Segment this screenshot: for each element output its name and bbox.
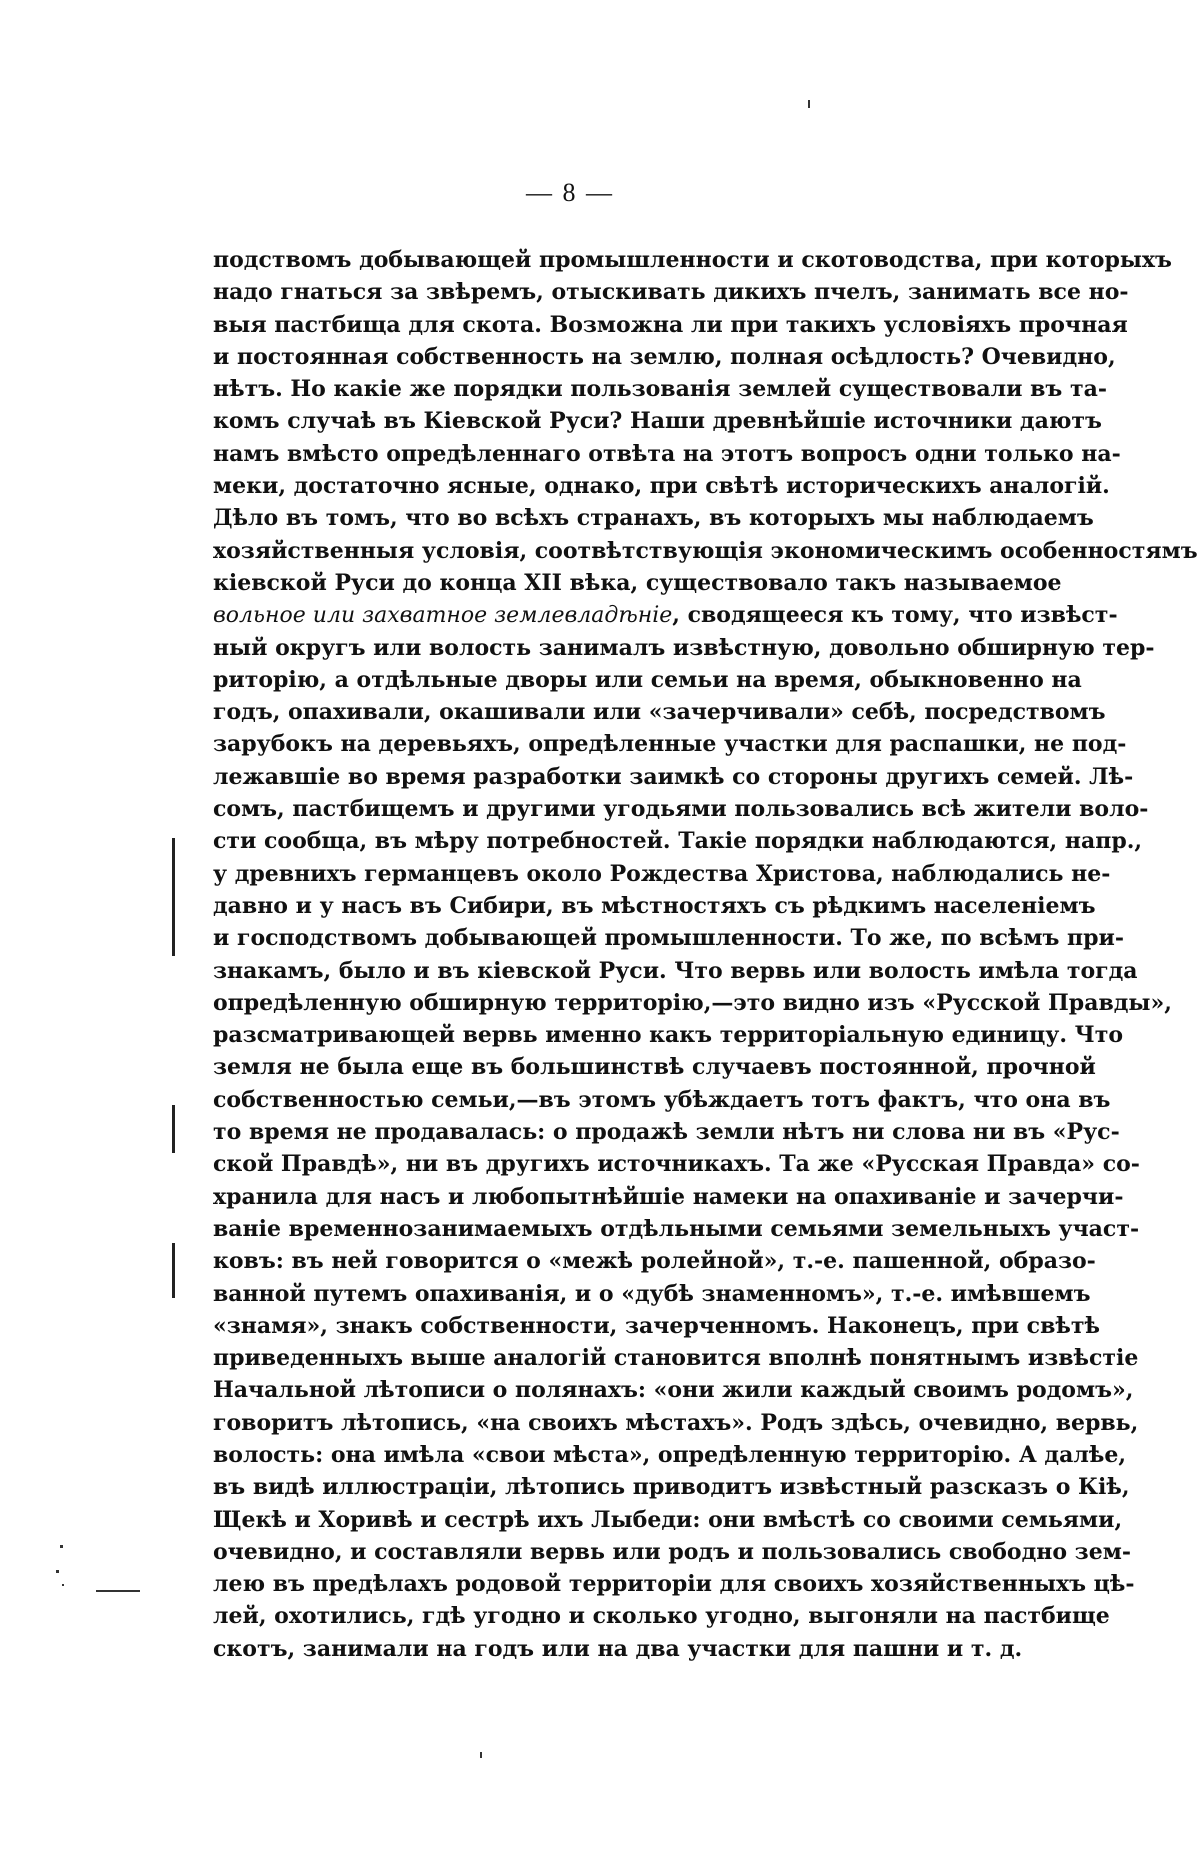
text-line: комъ случаѣ въ Кіевской Руси? Наши древнѣйшіе источники даютъ xyxy=(213,408,1102,435)
text-line: риторію, а отдѣльные дворы или семьи на время, обыкновенно на xyxy=(213,666,1082,693)
text-line: хозяйственныя условія, соотвѣтствующія экономическимъ особенностямъ xyxy=(213,537,1198,564)
text-line: намъ вмѣсто опредѣленнаго отвѣта на этотъ вопросъ одни только на- xyxy=(213,440,1121,467)
text-line: хранила для насъ и любопытнѣйшіе намеки на опахиваніе и зачерчи- xyxy=(213,1183,1124,1210)
text-line: подствомъ добывающей промышленности и скотоводства, при которыхъ xyxy=(213,247,1172,273)
text-line: годъ, опахивали, окашивали или «зачерчивали» себѣ, посредствомъ xyxy=(213,699,1106,726)
text-line: волость: она имѣла «свои мѣста», опредѣленную территорію. А далѣе, xyxy=(213,1441,1126,1468)
text-line: кіевской Руси до конца XII вѣка, существовало такъ называемое xyxy=(213,569,1062,596)
text-line: лей, охотились, гдѣ угодно и сколько угодно, выгоняли на пастбище xyxy=(213,1603,1110,1630)
text-line xyxy=(213,599,1118,631)
text-line: ской Правдѣ», ни въ другихъ источникахъ. Та же «Русская Правда» со- xyxy=(213,1151,1140,1178)
text-line: нѣтъ. Но какіе же порядки пользованія землей существовали въ та- xyxy=(213,376,1107,403)
text-line: «знамя», знакъ собственности, зачерченномъ. Наконецъ, при свѣтѣ xyxy=(213,1312,1100,1339)
margin-speck xyxy=(60,1545,63,1548)
text-line: ванной путемъ опахиванія, и о «дубѣ знаменномъ», т.-е. имѣвшемъ xyxy=(213,1280,1091,1307)
margin-mark-2 xyxy=(172,1105,175,1153)
text-line: земля не была еще въ большинствѣ случаевъ постоянной, прочной xyxy=(213,1054,1096,1081)
text-line: знакамъ, было и въ кіевской Руси. Что вервь или волость имѣла тогда xyxy=(213,957,1138,984)
text-line: Дѣло въ томъ, что во всѣхъ странахъ, въ которыхъ мы наблюдаемъ xyxy=(213,505,1094,532)
margin-dash-mark xyxy=(96,1590,140,1592)
text-line: опредѣленную обширную территорію,—это видно изъ «Русской Правды», xyxy=(213,989,1172,1016)
text-line: лежавшіе во время разработки заимкѣ со стороны другихъ семей. Лѣ- xyxy=(213,763,1134,790)
text-line: Начальной лѣтописи о полянахъ: «они жили каждый своимъ родомъ», xyxy=(213,1377,1134,1404)
text-line: собственностью семьи,—въ этомъ убѣждаетъ тотъ фактъ, что она въ xyxy=(213,1086,1111,1113)
text-line: ковъ: въ ней говорится о «межѣ ролейной», т.-е. пашенной, образо- xyxy=(213,1248,1096,1275)
text-line: надо гнаться за звѣремъ, отыскивать дикихъ пчелъ, занимать все но- xyxy=(213,279,1129,306)
text-line: меки, достаточно ясные, однако, при свѣтѣ историческихъ аналогій. xyxy=(213,473,1110,500)
text-line: зарубокъ на деревьяхъ, опредѣленные участки для распашки, не под- xyxy=(213,731,1127,758)
text-line: то время не продавалась: о продажѣ земли нѣтъ ни слова ни въ «Рус- xyxy=(213,1119,1120,1146)
text-line: выя пастбища для скота. Возможна ли при такихъ условіяхъ прочная xyxy=(213,311,1128,338)
text-line: разсматривающей вервь именно какъ территоріальную единицу. Что xyxy=(213,1022,1124,1049)
text-line: давно и у насъ въ Сибири, въ мѣстностяхъ съ рѣдкимъ населеніемъ xyxy=(213,892,1096,919)
text-line: сомъ, пастбищемъ и другими угодьями пользовались всѣ жители воло- xyxy=(213,796,1149,823)
italic-term: вольное или захватное землевладѣніе xyxy=(213,603,673,629)
margin-mark-1 xyxy=(172,838,175,956)
body-text xyxy=(213,244,1198,1665)
text-line: въ видѣ иллюстраціи, лѣтопись приводитъ извѣстный разсказъ о Кіѣ, xyxy=(213,1474,1130,1501)
text-line: ный округъ или волость занималъ извѣстную, довольно обширную тер- xyxy=(213,634,1155,661)
text-line: говоритъ лѣтопись, «на своихъ мѣстахъ». Родъ здѣсь, очевидно, вервь, xyxy=(213,1409,1139,1436)
text-line-post: , сводящееся къ тому, что извѣст- xyxy=(672,602,1118,629)
page-number: — 8 — xyxy=(526,178,614,207)
text-line: скотъ, занимали на годъ или на два участки для пашни и т. д. xyxy=(213,1635,1023,1662)
text-line: ваніе временнозанимаемыхъ отдѣльными семьями земельныхъ участ- xyxy=(213,1215,1140,1242)
text-line: и постоянная собственность на землю, полная осѣдлость? Очевидно, xyxy=(213,343,1116,370)
margin-speck xyxy=(56,1570,59,1573)
text-line: сти сообща, въ мѣру потребностей. Такіе порядки наблюдаются, напр., xyxy=(213,828,1143,855)
text-line: и господствомъ добывающей промышленности. То же, по всѣмъ при- xyxy=(213,925,1124,952)
margin-mark-3 xyxy=(172,1243,175,1298)
top-speck xyxy=(808,100,810,108)
text-line: у древнихъ германцевъ около Рождества Христова, наблюдались не- xyxy=(213,860,1111,887)
text-line: лею въ предѣлахъ родовой территоріи для своихъ хозяйственныхъ цѣ- xyxy=(213,1571,1135,1598)
text-line: очевидно, и составляли вервь или родъ и пользовались свободно зем- xyxy=(213,1538,1131,1565)
bottom-speck xyxy=(480,1752,482,1758)
margin-speck xyxy=(62,1584,64,1586)
text-line: приведенныхъ выше аналогій становится вполнѣ понятнымъ извѣстіе xyxy=(213,1345,1139,1372)
text-line: Щекѣ и Хоривѣ и сестрѣ ихъ Лыбеди: они вмѣстѣ со своими семьями, xyxy=(213,1506,1123,1533)
